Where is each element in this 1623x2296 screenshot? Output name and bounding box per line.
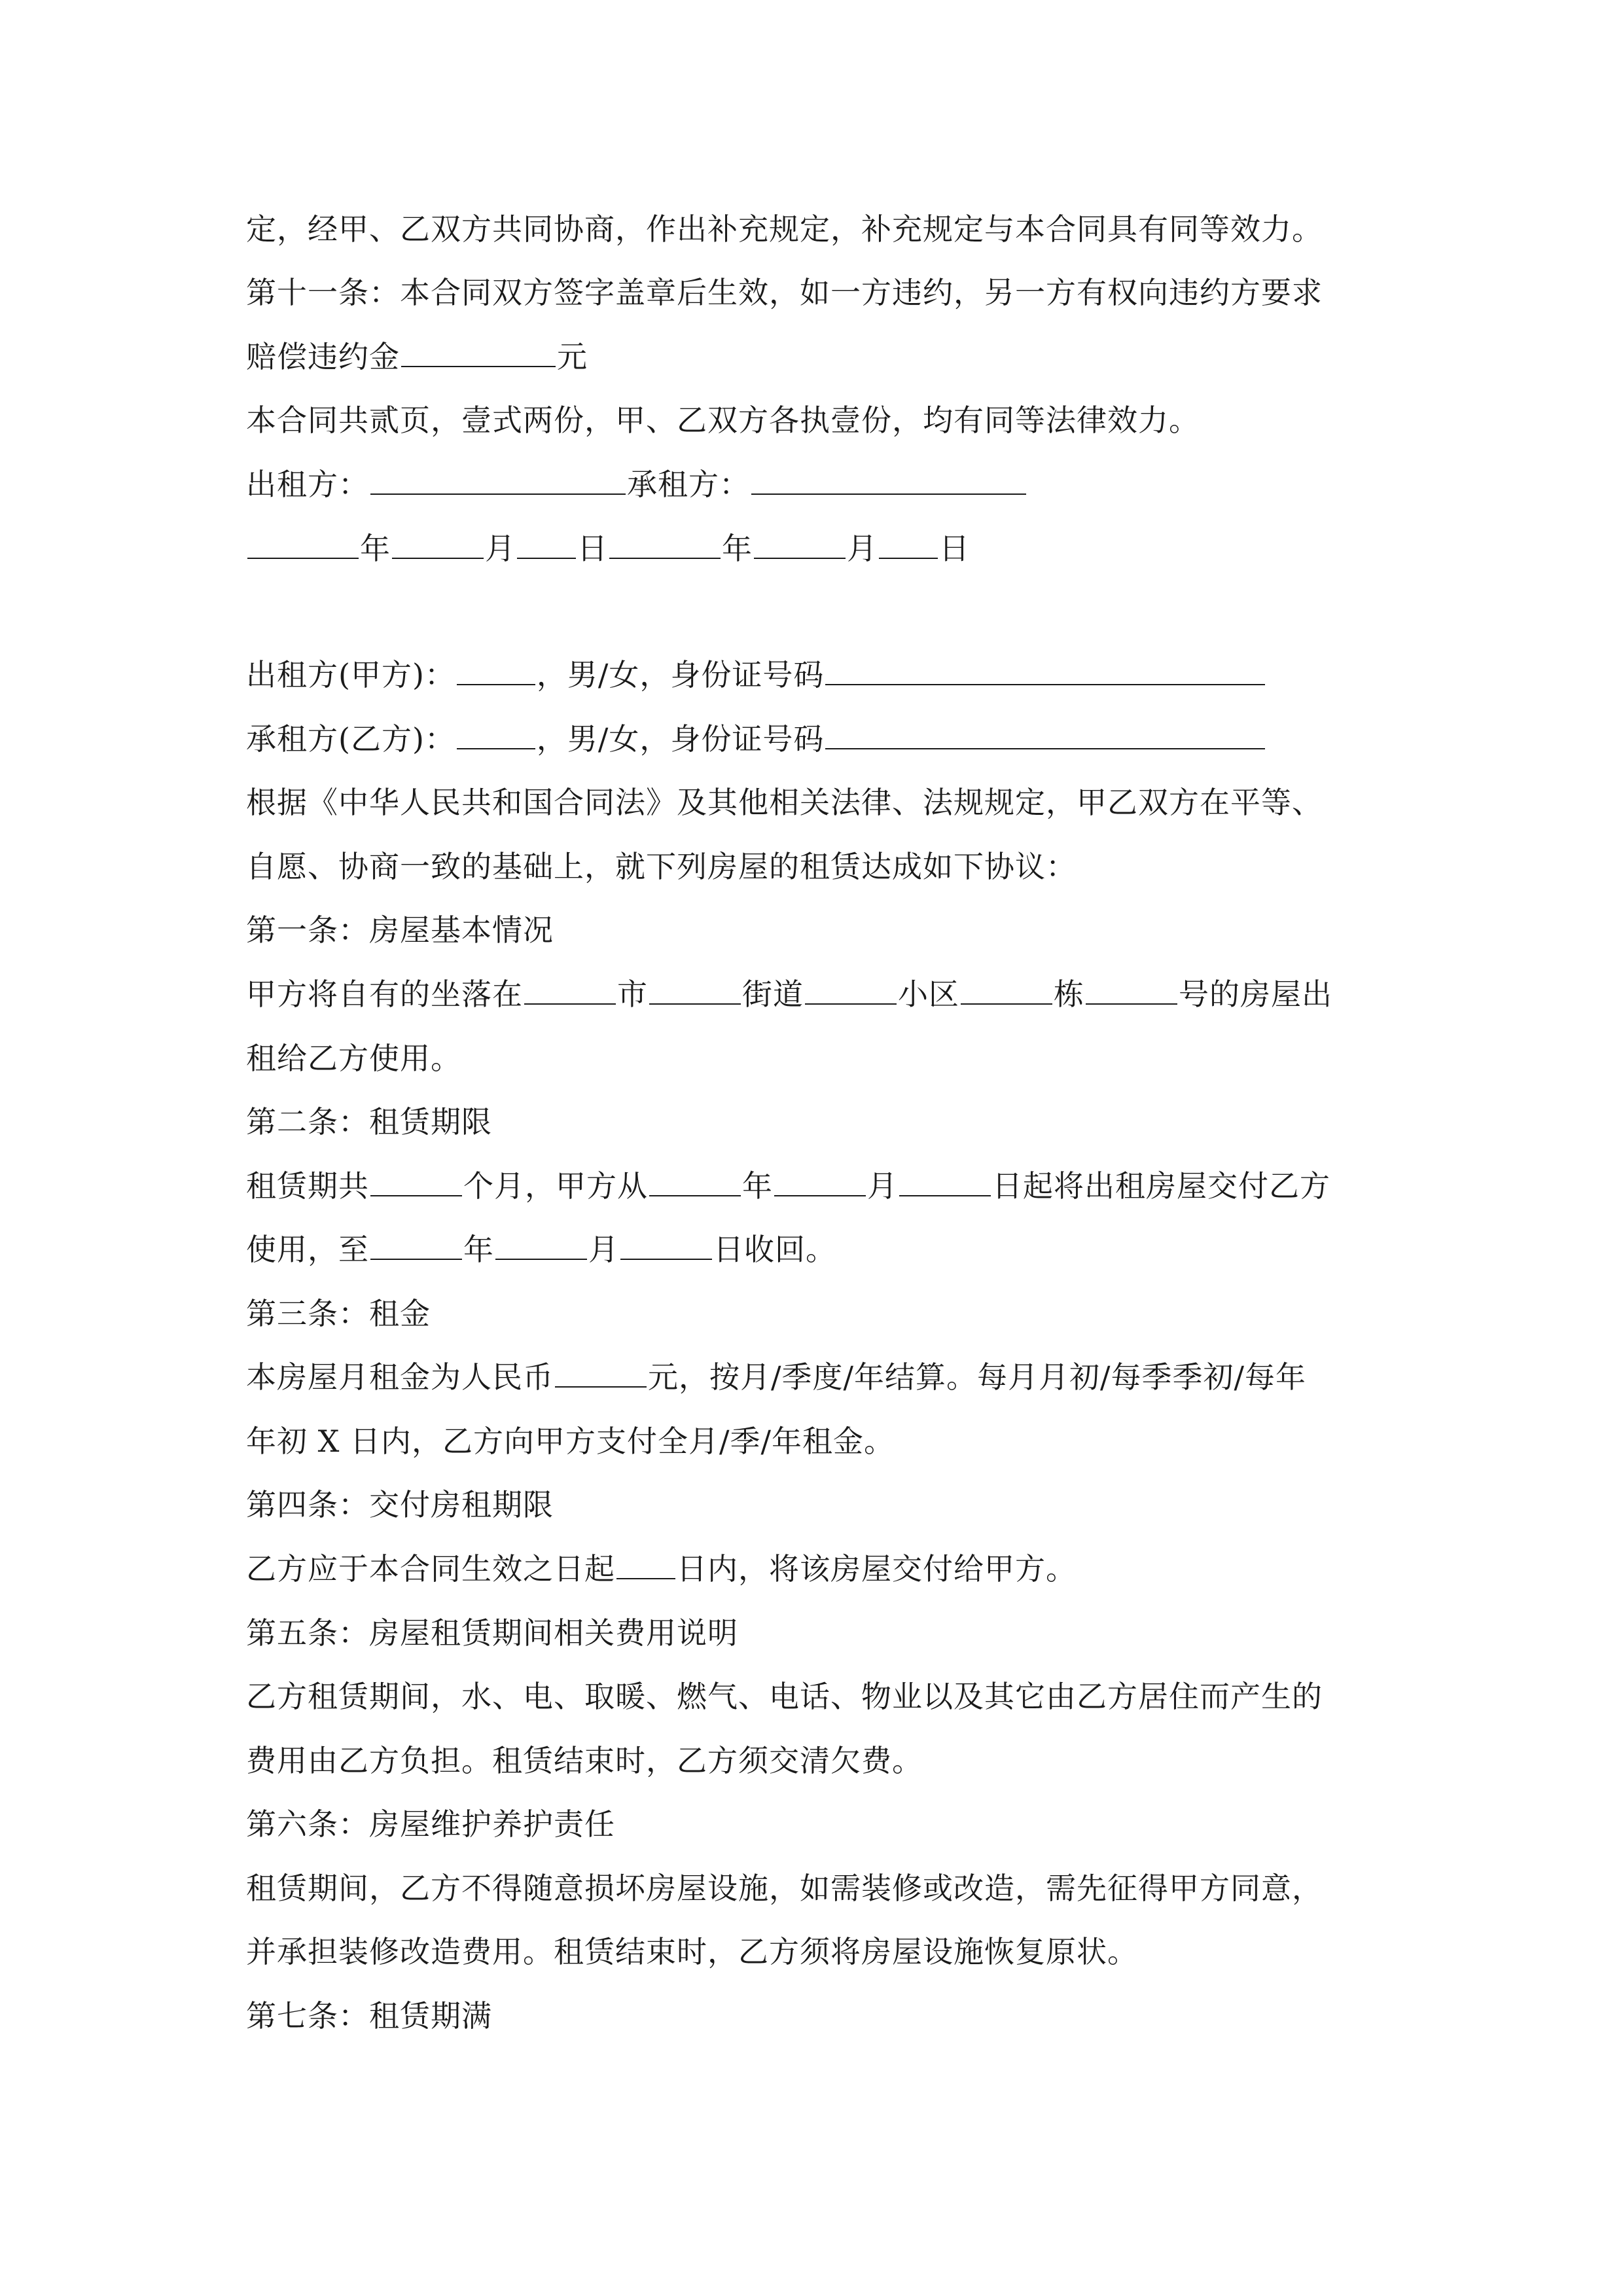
signature-date-line	[246, 529, 970, 568]
lessee-day-label: 日	[939, 531, 970, 566]
unit-number-label: 号的房屋出	[1179, 977, 1332, 1012]
article7-title	[246, 1996, 492, 2036]
delivery-days-blank	[616, 1549, 675, 1579]
article2-heading: 第二条：租赁期限	[246, 1104, 492, 1139]
delivery-label: 乙方应于本合同生效之日起	[246, 1551, 615, 1587]
city-label: 市	[617, 977, 648, 1012]
start-year-blank	[649, 1166, 741, 1196]
return-label: 日收回。	[713, 1232, 836, 1267]
lessee-day-blank	[879, 529, 938, 559]
rent-label: 本房屋月租金为人民币	[246, 1359, 554, 1395]
lessor-party-label: 出租方(甲方)：	[246, 657, 455, 692]
lessee-party-line	[246, 719, 1266, 759]
article5-title	[246, 1613, 738, 1653]
lessee-id-blank	[825, 719, 1265, 749]
article4-heading: 第四条：交付房租期限	[246, 1487, 554, 1522]
lessor-month-blank	[392, 529, 484, 559]
penalty-amount-blank	[401, 337, 556, 367]
start-day-blank	[899, 1166, 991, 1196]
lessor-id-blank	[825, 655, 1265, 685]
community-blank	[805, 975, 897, 1005]
unit-number-blank	[1086, 975, 1177, 1005]
lessee-year-blank	[609, 529, 721, 559]
preamble-line2	[246, 847, 1077, 886]
article6-text-1: 租赁期间，乙方不得随意损坏房屋设施，如需装修或改造，需先征得甲方同意，	[246, 1871, 1323, 1906]
delivery-text: 日内，将该房屋交付给甲方。	[677, 1551, 1077, 1587]
lessor-day-label: 日	[577, 531, 608, 566]
preamble-line1	[246, 783, 1323, 822]
article4-line1	[246, 1549, 1077, 1588]
article6-line2	[246, 1932, 1138, 1971]
article1-line1	[246, 975, 1332, 1014]
city-blank	[524, 975, 616, 1005]
lessee-party-label: 承租方(乙方)：	[246, 721, 455, 757]
article1-text-2: 租给乙方使用。	[246, 1041, 461, 1076]
article2-line2	[246, 1230, 836, 1269]
article3-line1	[246, 1357, 1306, 1397]
article5-line1	[246, 1677, 1323, 1716]
article5-heading: 第五条：房屋租赁期间相关费用说明	[246, 1615, 738, 1651]
start-year-label: 年	[742, 1168, 773, 1204]
rent-amount-blank	[555, 1357, 647, 1388]
article1-line2	[246, 1039, 461, 1078]
article3-title	[246, 1294, 431, 1333]
term-label: 租赁期共	[246, 1168, 369, 1204]
article2-line1	[246, 1166, 1330, 1206]
article11-text: 第十一条：本合同双方签字盖章后生效，如一方违约，另一方有权向违约方要求	[246, 275, 1323, 310]
lessee-gender-id-label: ，男/女，身份证号码	[536, 721, 825, 757]
end-day-blank	[620, 1230, 712, 1260]
lessee-signature-blank	[751, 465, 1026, 495]
preamble-text-1: 根据《中华人民共和国合同法》及其他相关法律、法规规定，甲乙双方在平等、	[246, 785, 1323, 820]
article2-title	[246, 1102, 492, 1141]
lessee-name-blank	[457, 719, 535, 749]
street-label: 街道	[742, 977, 804, 1012]
article11-line2	[246, 337, 588, 376]
lessee-month-label: 月	[847, 531, 878, 566]
article1-text: 甲方将自有的坐落在	[246, 977, 523, 1012]
lessee-year-label: 年	[722, 531, 753, 566]
article7-heading: 第七条：租赁期满	[246, 1998, 492, 2034]
term-months-blank	[370, 1166, 462, 1196]
lessee-signature-label: 承租方：	[627, 467, 750, 502]
penalty-label: 赔偿违约金	[246, 339, 400, 374]
term-from-label: 个月，甲方从	[463, 1168, 648, 1204]
article11-line1	[246, 273, 1323, 312]
copies-line	[246, 401, 1200, 440]
article1-heading: 第一条：房屋基本情况	[246, 912, 554, 948]
handover-label: 日起将出租房屋交付乙方	[992, 1168, 1330, 1204]
article5-text-2: 费用由乙方负担。租赁结束时，乙方须交清欠费。	[246, 1743, 923, 1778]
article6-title	[246, 1804, 615, 1844]
article3-line2	[246, 1422, 895, 1461]
lessor-signature-label: 出租方：	[246, 467, 369, 502]
penalty-unit: 元	[557, 339, 588, 374]
start-month-label: 月	[867, 1168, 898, 1204]
building-blank	[961, 975, 1052, 1005]
article1-title	[246, 910, 554, 950]
article5-line2	[246, 1741, 923, 1780]
start-month-blank	[774, 1166, 866, 1196]
supplement-line	[246, 209, 1323, 249]
signature-line	[246, 465, 1027, 504]
lessor-year-blank	[247, 529, 359, 559]
lessee-month-blank	[754, 529, 846, 559]
lessor-gender-id-label: ，男/女，身份证号码	[536, 657, 825, 692]
end-month-label: 月	[588, 1232, 619, 1267]
end-month-blank	[495, 1230, 587, 1260]
lessor-signature-blank	[370, 465, 626, 495]
end-year-blank	[370, 1230, 462, 1260]
lessor-party-line	[246, 655, 1266, 694]
lessor-name-blank	[457, 655, 535, 685]
rent-payment-text: 年初 X 日内，乙方向甲方支付全月/季/年租金。	[246, 1424, 895, 1459]
copies-text: 本合同共贰页，壹式两份，甲、乙双方各执壹份，均有同等法律效力。	[246, 403, 1200, 438]
street-blank	[649, 975, 741, 1005]
lessor-day-blank	[517, 529, 576, 559]
article3-heading: 第三条：租金	[246, 1296, 431, 1331]
end-label: 使用，至	[246, 1232, 369, 1267]
article6-text-2: 并承担装修改造费用。租赁结束时，乙方须将房屋设施恢复原状。	[246, 1934, 1138, 1969]
rent-settlement-text: 元，按月/季度/年结算。每月月初/每季季初/每年	[648, 1359, 1306, 1395]
article6-heading: 第六条：房屋维护养护责任	[246, 1806, 615, 1842]
lessor-year-label: 年	[360, 531, 391, 566]
building-label: 栋	[1054, 977, 1084, 1012]
article4-title	[246, 1485, 554, 1524]
article5-text-1: 乙方租赁期间，水、电、取暖、燃气、电话、物业以及其它由乙方居住而产生的	[246, 1679, 1323, 1714]
article6-line1	[246, 1869, 1323, 1908]
preamble-text-2: 自愿、协商一致的基础上，就下列房屋的租赁达成如下协议：	[246, 849, 1077, 884]
end-year-label: 年	[463, 1232, 494, 1267]
lessor-month-label: 月	[485, 531, 516, 566]
supplement-text: 定，经甲、乙双方共同协商，作出补充规定，补充规定与本合同具有同等效力。	[246, 211, 1323, 247]
community-label: 小区	[898, 977, 959, 1012]
